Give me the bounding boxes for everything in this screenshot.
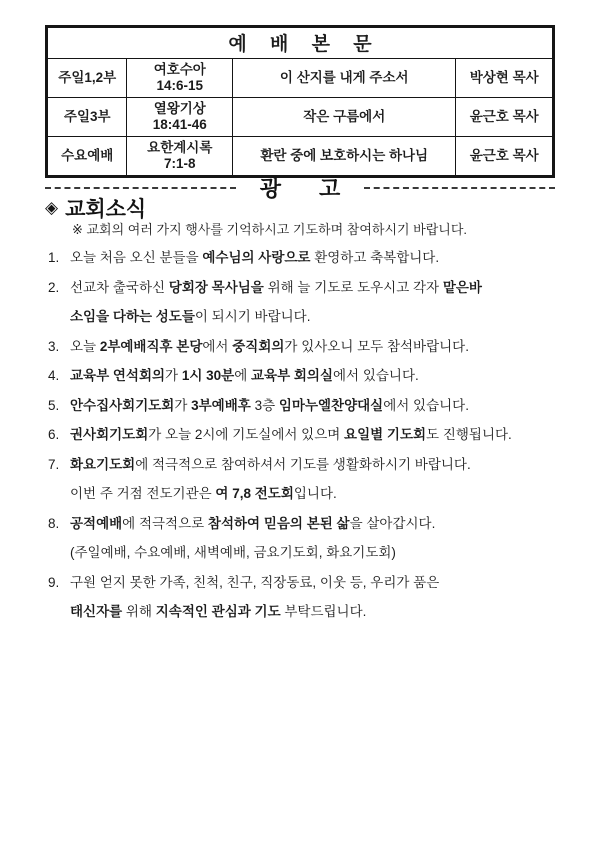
announcements-section-title: 광 고 bbox=[259, 176, 357, 201]
service-cell: 수요예배 bbox=[47, 137, 127, 177]
announcement-item: 9. 구원 얻지 못한 가족, 친척, 친구, 직장동료, 이웃 등, 우리가 품은 bbox=[48, 568, 568, 598]
announcement-item: 5. 안수집사회기도회가 3부예배후 3층 임마누엘찬양대실에서 있습니다. bbox=[48, 391, 568, 421]
divider-dash-right bbox=[364, 187, 555, 189]
scripture-cell: 열왕기상 18:41-46 bbox=[127, 98, 233, 137]
item-number: 4. bbox=[48, 368, 60, 383]
announcement-item: 6. 권사회기도회가 오늘 2시에 기도실에서 있으며 요일별 기도회도 진행됩니다. bbox=[48, 420, 568, 450]
announcement-item-continuation: 소임을 다하는 성도들이 되시기 바랍니다. bbox=[70, 309, 311, 324]
sermon-title-cell: 작은 구름에서 bbox=[233, 98, 456, 137]
item-number: 3. bbox=[48, 338, 60, 354]
preacher-cell: 윤근호 목사 bbox=[456, 137, 554, 177]
service-cell: 주일3부 bbox=[47, 98, 127, 137]
item-number: 5. bbox=[48, 397, 60, 413]
scripture-cell: 요한계시록 7:1-8 bbox=[127, 137, 233, 177]
announcement-item: 4. 교육부 연석회의가 1시 30분에 교육부 회의실에서 있습니다. bbox=[48, 361, 568, 391]
announcement-item-continuation: 태신자를 위해 지속적인 관심과 기도 부탁드립니다. bbox=[70, 604, 367, 619]
announcement-list bbox=[48, 243, 568, 627]
item-number: 7. bbox=[48, 456, 60, 472]
sermon-title-cell: 환란 중에 보호하시는 하나님 bbox=[233, 137, 456, 177]
preacher-cell: 윤근호 목사 bbox=[456, 98, 554, 137]
sermon-title-cell: 이 산지를 내게 주소서 bbox=[233, 59, 456, 98]
preacher-cell: 박상현 목사 bbox=[456, 59, 554, 98]
item-number: 1. bbox=[48, 250, 60, 265]
worship-table-row bbox=[47, 98, 554, 137]
scripture-cell: 여호수아 14:6-15 bbox=[127, 59, 233, 98]
worship-table-row bbox=[47, 59, 554, 98]
item-number: 6. bbox=[48, 427, 60, 442]
announcement-item: 8. 공적예배에 적극적으로 참석하여 믿음의 본된 삶을 살아갑시다. bbox=[48, 509, 568, 539]
divider-dash-left bbox=[45, 187, 236, 189]
announcement-item-continuation: (주일예배, 수요예배, 새벽예배, 금요기도회, 화요기도회) bbox=[70, 545, 396, 560]
diamond-icon: ◈ bbox=[45, 198, 59, 217]
announcement-item: 2. 선교차 출국하신 당회장 목사님을 위해 늘 기도로 도우시고 각자 맡은바 bbox=[48, 273, 568, 303]
announcement-item: 3. 오늘 2부예배직후 본당에서 중직회의가 있사오니 모두 참석바랍니다. bbox=[48, 332, 568, 362]
service-cell: 주일1,2부 bbox=[47, 59, 127, 98]
worship-table-row bbox=[47, 137, 554, 177]
church-news-title: 교회소식 bbox=[65, 198, 147, 221]
item-number: 9. bbox=[48, 574, 60, 590]
church-news-note: ※ 교회의 여러 가지 행사를 기억하시고 기도하며 참여하시기 바랍니다. bbox=[72, 222, 468, 237]
announcement-item: 7. 화요기도회에 적극적으로 참여하셔서 기도를 생활화하시기 바랍니다. bbox=[48, 450, 568, 480]
announcement-item: 1. 오늘 처음 오신 분들을 예수님의 사랑으로 환영하고 축복합니다. bbox=[48, 243, 568, 273]
worship-scripture-table bbox=[45, 25, 555, 178]
item-number: 8. bbox=[48, 515, 60, 531]
announcement-item-continuation: 이번 주 거점 전도기관은 여 7,8 전도회입니다. bbox=[70, 486, 337, 501]
item-number: 2. bbox=[48, 279, 60, 295]
table-title: 예 배 본 문 bbox=[47, 27, 554, 59]
table-header-row bbox=[47, 27, 554, 59]
